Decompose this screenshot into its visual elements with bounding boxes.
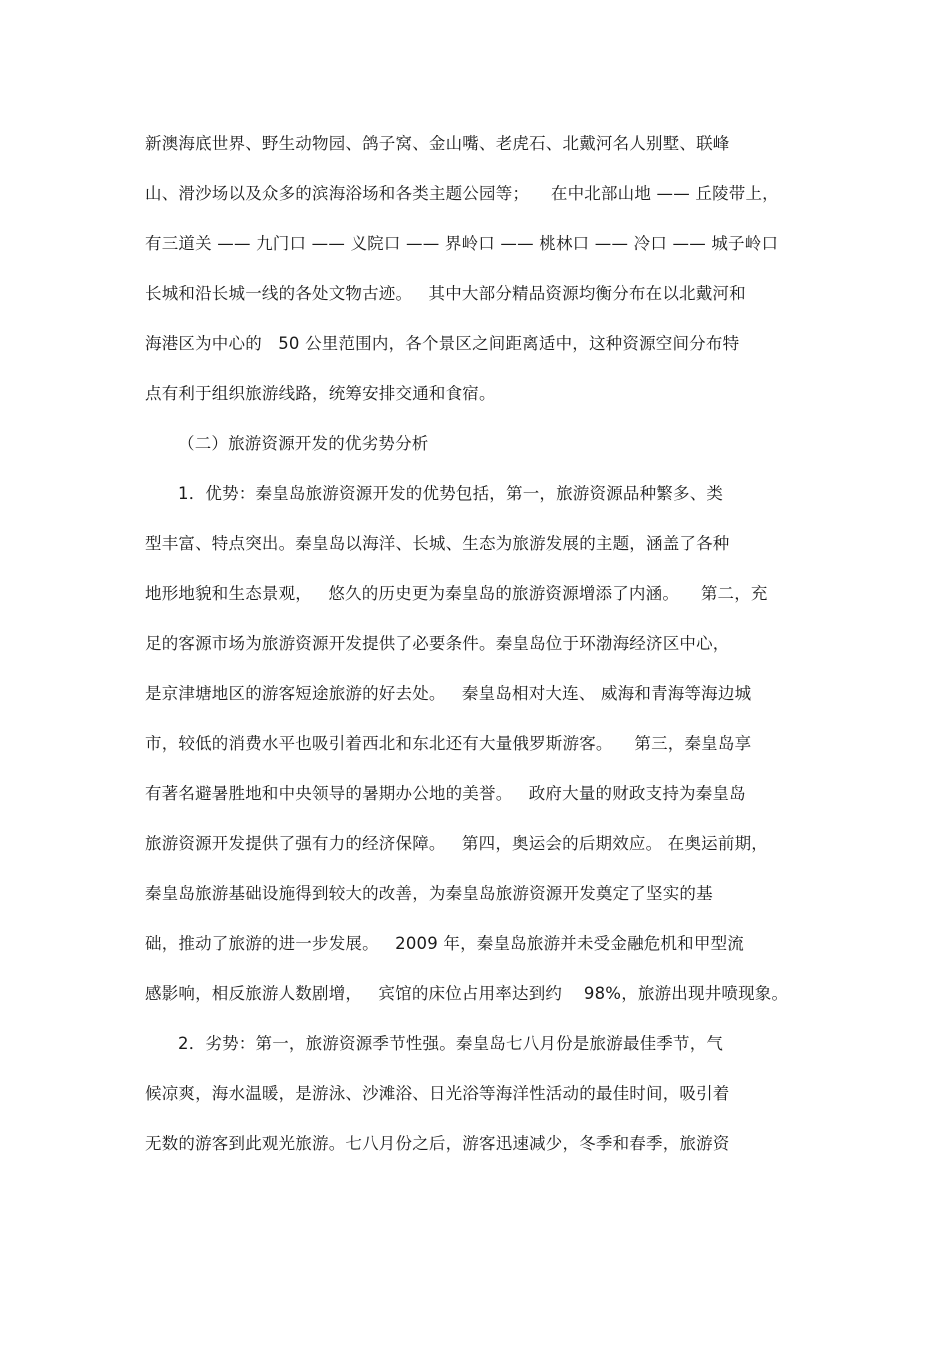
- paragraph-start: 1．优势：秦皇岛旅游资源开发的优势包括，第一，旅游资源品种繁多、类: [178, 484, 724, 503]
- text-line: 地形地貌和生态景观， 悠久的历史更为秦皇岛的旅游资源增添了内涵。 第二，充: [145, 584, 768, 603]
- section-heading: （二）旅游资源开发的优劣势分析: [178, 434, 429, 453]
- text-line: 海港区为中心的 50 公里范围内，各个景区之间距离适中，这种资源空间分布特: [145, 334, 740, 353]
- text-line: 山、滑沙场以及众多的滨海浴场和各类主题公园等； 在中北部山地 —— 丘陵带上，: [145, 184, 779, 203]
- text-line: 旅游资源开发提供了强有力的经济保障。 第四，奥运会的后期效应。 在奥运前期，: [145, 834, 768, 853]
- text-line: 市，较低的消费水平也吸引着西北和东北还有大量俄罗斯游客。 第三，秦皇岛享: [145, 734, 752, 753]
- text-line: 型丰富、特点突出。秦皇岛以海洋、长城、生态为旅游发展的主题，涵盖了各种: [145, 534, 730, 553]
- text-line: 足的客源市场为旅游资源开发提供了必要条件。秦皇岛位于环渤海经济区中心，: [145, 634, 730, 653]
- text-line: 感影响，相反旅游人数剧增， 宾馆的床位占用率达到约 98%，旅游出现井喷现象。: [145, 984, 789, 1003]
- paragraph-start: 2．劣势：第一，旅游资源季节性强。秦皇岛七八月份是旅游最佳季节，气: [178, 1034, 724, 1053]
- text-line: 长城和沿长城一线的各处文物古迹。 其中大部分精品资源均衡分布在以北戴河和: [145, 284, 746, 303]
- text-line: 候凉爽，海水温暖，是游泳、沙滩浴、日光浴等海洋性活动的最佳时间，吸引着: [145, 1084, 730, 1103]
- text-line: 有三道关 —— 九门口 —— 义院口 —— 界岭口 —— 桃林口 —— 冷口 —— 城子岭口: [145, 234, 779, 253]
- text-line: 有著名避暑胜地和中央领导的暑期办公地的美誉。 政府大量的财政支持为秦皇岛: [145, 784, 746, 803]
- text-line: 础，推动了旅游的进一步发展。 2009 年，秦皇岛旅游并未受金融危机和甲型流: [145, 934, 744, 953]
- text-line: 无数的游客到此观光旅游。七八月份之后，游客迅速减少，冬季和春季，旅游资: [145, 1134, 730, 1153]
- text-line: 点有利于组织旅游线路，统筹安排交通和食宿。: [145, 384, 496, 403]
- text-line: 秦皇岛旅游基础设施得到较大的改善，为秦皇岛旅游资源开发奠定了坚实的基: [145, 884, 713, 903]
- text-line: 是京津塘地区的游客短途旅游的好去处。 秦皇岛相对大连、 威海和青海等海边城: [145, 684, 752, 703]
- text-line: 新澳海底世界、野生动物园、鸽子窝、金山嘴、老虎石、北戴河名人别墅、联峰: [145, 134, 730, 153]
